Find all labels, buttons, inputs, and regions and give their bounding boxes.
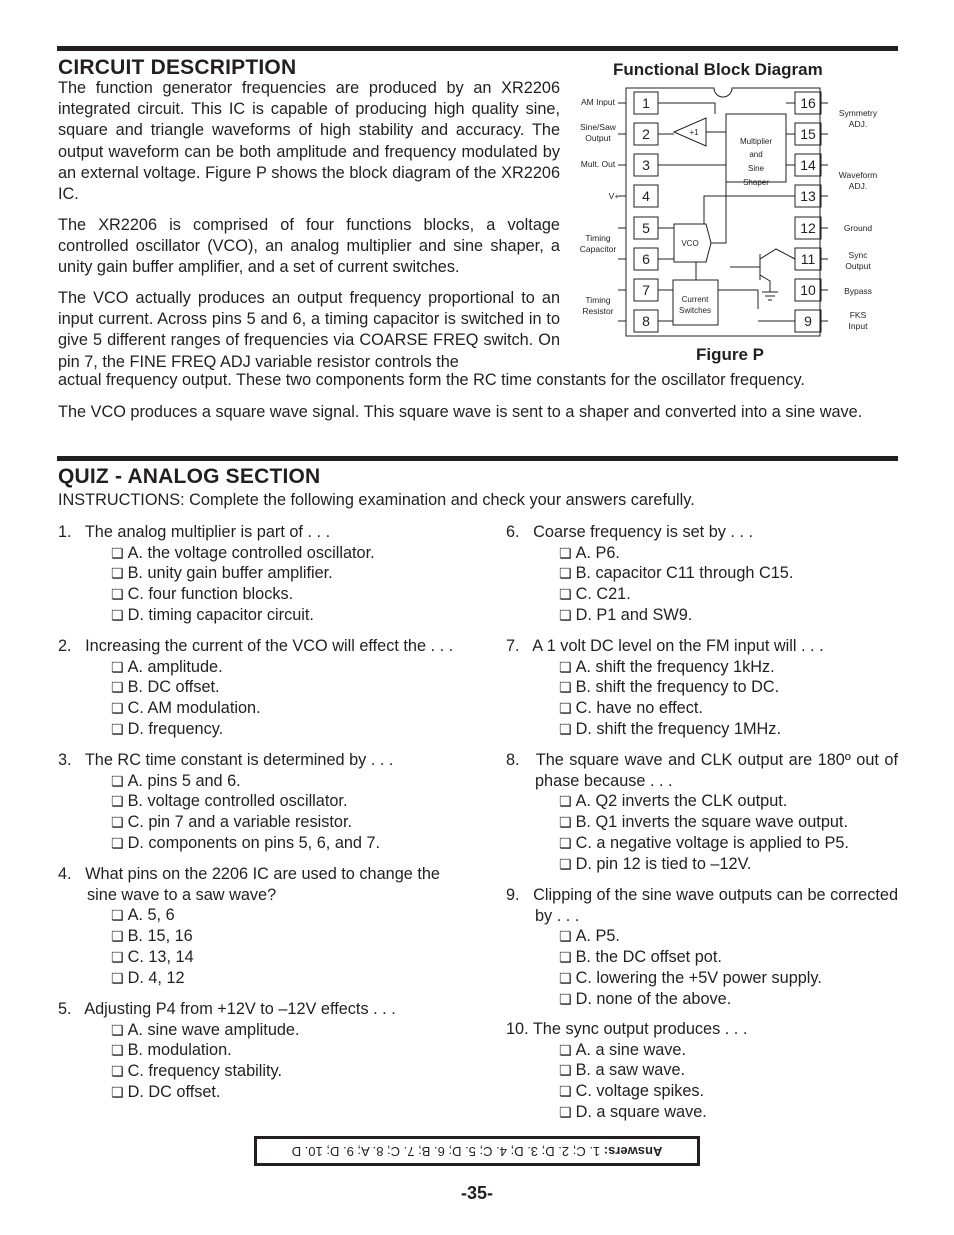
question-stem: 1. The analog multiplier is part of . . . <box>58 523 331 541</box>
circuit-paragraph-3-continued: actual frequency output. These two components form the RC time constants for the oscillator frequency. <box>58 371 805 389</box>
circuit-description-heading: CIRCUIT DESCRIPTION <box>58 56 297 79</box>
pin-number: 3 <box>642 157 650 173</box>
label-mult-out: Mult. Out <box>580 159 616 169</box>
question-4 <box>58 864 472 988</box>
answer-option[interactable]: ❏ B. modulation. <box>58 1040 480 1061</box>
answer-option[interactable]: ❏ A. P6. <box>506 543 898 564</box>
question-8 <box>506 750 898 874</box>
answer-option[interactable]: ❏ B. DC offset. <box>58 677 498 698</box>
label-buffer: +1 <box>689 128 699 137</box>
label-sync-output: Sync <box>848 250 868 260</box>
block-diagram-title: Functional Block Diagram <box>613 60 823 79</box>
label-timing-resistor: Timing <box>585 295 611 305</box>
label-timing-capacitor: Timing <box>585 233 611 243</box>
pin-number: 8 <box>642 313 650 329</box>
question-5 <box>58 999 480 1103</box>
label-v-plus: V+ <box>608 191 620 201</box>
answer-option[interactable]: ❏ A. pins 5 and 6. <box>58 771 480 792</box>
label-sine-saw: Sine/Saw <box>580 122 616 132</box>
answer-option[interactable]: ❏ C. have no effect. <box>506 698 898 719</box>
answer-option[interactable]: ❏ B. Q1 inverts the square wave output. <box>506 812 898 833</box>
answer-option[interactable]: ❏ B. capacitor C11 through C15. <box>506 563 898 584</box>
question-10 <box>506 1019 898 1123</box>
quiz-heading: QUIZ - ANALOG SECTION <box>58 465 321 488</box>
answer-option[interactable]: ❏ C. four function blocks. <box>58 584 480 605</box>
answer-option[interactable]: ❏ B. voltage controlled oscillator. <box>58 791 480 812</box>
pin-number: 5 <box>642 220 650 236</box>
pin-number: 1 <box>642 95 650 111</box>
label-am-input: AM Input <box>580 97 616 107</box>
label-symmetry-adj: Symmetry <box>838 108 878 118</box>
label-current-switches: Current <box>681 295 709 304</box>
circuit-paragraph-4: The VCO produces a square wave signal. This square wave is sent to a shaper and converted into a sine wave. <box>58 403 863 421</box>
pin-number: 12 <box>800 220 816 236</box>
answer-option[interactable]: ❏ D. pin 12 is tied to –12V. <box>506 854 898 875</box>
question-stem: 10. The sync output produces . . . <box>506 1020 748 1038</box>
answer-option[interactable]: ❏ C. voltage spikes. <box>506 1081 898 1102</box>
answer-option[interactable]: ❏ A. amplitude. <box>58 657 498 678</box>
answer-option[interactable]: ❏ D. components on pins 5, 6, and 7. <box>58 833 480 854</box>
answer-option[interactable]: ❏ A. shift the frequency 1kHz. <box>506 657 898 678</box>
pin-number: 14 <box>800 157 816 173</box>
answer-option[interactable]: ❏ C. 13, 14 <box>58 947 472 968</box>
answer-option[interactable]: ❏ C. pin 7 and a variable resistor. <box>58 812 480 833</box>
label-multiplier-and: and <box>749 150 763 159</box>
pin-number: 11 <box>800 251 816 267</box>
answer-option[interactable]: ❏ D. 4, 12 <box>58 968 472 989</box>
pin-number: 15 <box>800 126 816 142</box>
answer-option[interactable]: ❏ A. sine wave amplitude. <box>58 1020 480 1041</box>
question-3 <box>58 750 480 854</box>
question-6 <box>506 522 898 626</box>
label-fks-input-2: Input <box>848 321 868 331</box>
question-stem: 3. The RC time constant is determined by . . . <box>58 751 394 769</box>
question-1 <box>58 522 480 626</box>
answer-option[interactable]: ❏ C. C21. <box>506 584 898 605</box>
xr2206-block-diagram <box>570 84 895 344</box>
answer-option[interactable]: ❏ A. a sine wave. <box>506 1040 898 1061</box>
question-stem: 5. Adjusting P4 from +12V to –12V effects . . . <box>58 1000 396 1018</box>
answer-option[interactable]: ❏ D. timing capacitor circuit. <box>58 605 480 626</box>
circuit-paragraph-3: The VCO actually produces an output frequency proportional to an input current. Across pins 5 and 6, a timing capacitor is switched in to give 5 different ranges of frequencies via COARSE FREQ switch. On pin 7, the FINE FREQ ADJ variable resistor controls the <box>58 289 560 371</box>
answer-option[interactable]: ❏ B. 15, 16 <box>58 926 472 947</box>
answer-option[interactable]: ❏ B. unity gain buffer amplifier. <box>58 563 480 584</box>
pin-number: 4 <box>642 188 650 204</box>
answer-option[interactable]: ❏ B. shift the frequency to DC. <box>506 677 898 698</box>
answer-option[interactable]: ❏ A. the voltage controlled oscillator. <box>58 543 480 564</box>
answer-option[interactable]: ❏ C. lowering the +5V power supply. <box>506 968 898 989</box>
answer-option[interactable]: ❏ D. none of the above. <box>506 989 898 1010</box>
answer-key-values: 1. C; 2. D; 3. D; 4. C; 5. D; 6. B; 7. C; 8. A; 9. D; 10. D <box>291 1144 604 1159</box>
answer-option[interactable]: ❏ C. a negative voltage is applied to P5. <box>506 833 898 854</box>
page-number: -35- <box>460 1183 493 1203</box>
label-waveform-adj-2: ADJ. <box>848 181 868 191</box>
pin-number: 9 <box>804 313 812 329</box>
label-waveform-adj: Waveform <box>838 170 878 180</box>
answer-option[interactable]: ❏ C. frequency stability. <box>58 1061 480 1082</box>
label-vco: VCO <box>681 239 699 248</box>
answer-option[interactable]: ❏ D. a square wave. <box>506 1102 898 1123</box>
label-sine-saw-output: Output <box>585 133 611 143</box>
pin-number: 7 <box>642 282 650 298</box>
pin-number: 16 <box>800 95 816 111</box>
answer-option[interactable]: ❏ D. shift the frequency 1MHz. <box>506 719 898 740</box>
question-stem: 7. A 1 volt DC level on the FM input will . . . <box>506 637 824 655</box>
answer-option[interactable]: ❏ A. 5, 6 <box>58 905 472 926</box>
ic-body-outline <box>626 88 820 336</box>
question-stem: 9. Clipping of the sine wave outputs can be corrected by . . . <box>506 886 898 925</box>
label-multiplier-shaper: Shaper <box>743 178 769 187</box>
section-rule-quiz <box>57 456 898 461</box>
answer-option[interactable]: ❏ B. a saw wave. <box>506 1060 898 1081</box>
label-timing-resistor-2: Resistor <box>582 306 614 316</box>
figure-caption: Figure P <box>696 345 765 364</box>
answer-option[interactable]: ❏ A. P5. <box>506 926 898 947</box>
label-multiplier-sine: Sine <box>747 164 765 173</box>
answer-key-box <box>254 1136 700 1166</box>
label-fks-input: FKS <box>849 310 867 320</box>
question-stem: 8. The square wave and CLK output are 180º out of phase because . . . <box>506 751 898 790</box>
answer-option[interactable]: ❏ C. AM modulation. <box>58 698 498 719</box>
answer-option[interactable]: ❏ A. Q2 inverts the CLK output. <box>506 791 898 812</box>
question-stem: 2. Increasing the current of the VCO will effect the . . . <box>58 637 454 655</box>
circuit-paragraph-1: The function generator frequencies are produced by an XR2206 integrated circuit. This IC is capable of producing high quality sine, square and triangle waveforms of high stability and accuracy. The output waveform can be both amplitude and frequency modulated by an external voltage. Figure P shows the block diagram of the XR2206 IC. <box>58 79 560 204</box>
answer-option[interactable]: ❏ B. the DC offset pot. <box>506 947 898 968</box>
question-2 <box>58 636 498 740</box>
label-timing-capacitor-2: Capacitor <box>579 244 617 254</box>
label-multiplier: Multiplier <box>739 137 773 146</box>
pin-number: 13 <box>800 188 816 204</box>
question-9 <box>506 885 898 1009</box>
label-sync-output-2: Output <box>845 261 871 271</box>
pin-number: 10 <box>800 282 816 298</box>
section-rule-circuit <box>57 46 898 51</box>
label-current-switches-2: Switches <box>678 306 712 315</box>
label-ground: Ground <box>843 223 873 233</box>
answer-key-label: Answers: <box>603 1144 663 1159</box>
question-stem: 6. Coarse frequency is set by . . . <box>506 523 754 541</box>
pin-number: 2 <box>642 126 650 142</box>
quiz-instructions: INSTRUCTIONS: Complete the following examination and check your answers carefully. <box>58 491 695 509</box>
label-bypass: Bypass <box>844 286 872 296</box>
answer-option[interactable]: ❏ D. DC offset. <box>58 1082 480 1103</box>
answer-key-text <box>257 1139 697 1163</box>
circuit-paragraph-2: The XR2206 is comprised of four functions blocks, a voltage controlled oscillator (VCO), an analog multiplier and sine shaper, a unity gain buffer amplifier, and a set of current switches. <box>58 216 560 277</box>
question-stem: 4. What pins on the 2206 IC are used to change the sine wave to a saw wave? <box>58 865 440 904</box>
question-7 <box>506 636 898 740</box>
label-symmetry-adj-2: ADJ. <box>848 119 868 129</box>
answer-option[interactable]: ❏ D. frequency. <box>58 719 498 740</box>
answer-option[interactable]: ❏ D. P1 and SW9. <box>506 605 898 626</box>
pin-number: 6 <box>642 251 650 267</box>
